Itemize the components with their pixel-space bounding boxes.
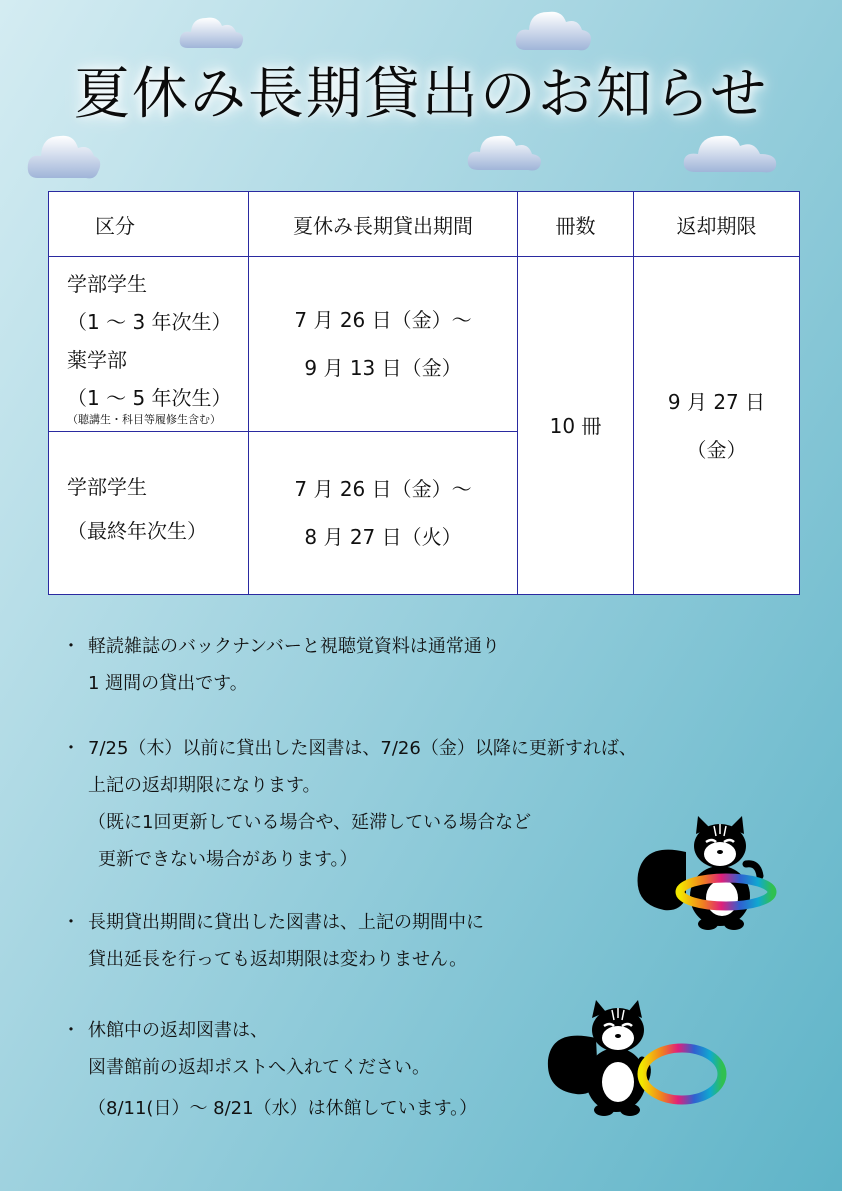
table-header-row [49,192,800,257]
due-date-cell [634,257,800,595]
category-line: 薬学部 [67,348,127,372]
table-header: 返却期限 [634,192,800,257]
bullet: ・ [62,738,80,759]
note-line: 更新できない場合があります。） [98,849,358,870]
note-line: 1 週間の貸出です。 [88,673,248,694]
category-line: 学部学生 [67,475,147,499]
note-line: 長期貸出期間に貸出した図書は、上記の期間中に [88,912,484,933]
table-header: 夏休み長期貸出期間 [249,192,518,257]
category-line: 学部学生 [67,272,147,296]
cloud-icon [176,8,246,56]
loan-schedule-table [48,191,800,595]
category-cell [49,432,249,595]
bullet: ・ [62,636,80,657]
note-item [62,904,682,978]
note-item [62,730,682,878]
cloud-icon [682,126,780,180]
bullet: ・ [62,912,80,933]
note-line: 軽読雑誌のバックナンバーと視聴覚資料は通常通り [88,636,500,657]
category-note: （聴講生・科目等履修生含む） [67,413,221,426]
period-line: 9 月 13 日（金） [304,356,462,380]
category-line: （1 ～ 5 年次生） [67,386,232,410]
due-date-line: 9 月 27 日 [667,389,766,414]
squirrel-hula-hoop-icon [546,998,734,1120]
note-line: 7/25（木）以前に貸出した図書は、7/26（金）以降に更新すれば、 [88,738,637,759]
category-line: （最終年次生） [67,519,207,543]
note-line: （既に1回更新している場合や、延滞している場合など [88,812,532,833]
category-cell [49,257,249,432]
note-line: 休館中の返却図書は、 [88,1020,268,1041]
note-line: 図書館前の返却ポストへ入れてください。 [88,1057,430,1078]
table-row [49,257,800,432]
cloud-icon [466,126,544,178]
period-cell [249,257,518,432]
period-line: 7 月 26 日（金）～ [294,477,472,501]
cloud-icon [26,124,102,186]
note-line: 上記の返却期限になります。 [88,775,321,796]
due-date-line: （金） [686,437,747,462]
table-header: 区分 [49,192,249,257]
note-line: 貸出延長を行っても返却期限は変わりません。 [88,949,468,970]
squirrel-hula-hoop-icon [634,812,780,936]
table-header: 冊数 [518,192,634,257]
period-cell [249,432,518,595]
note-line: （8/11(日）～ 8/21（水）は休館しています。） [88,1098,478,1119]
bullet: ・ [62,1020,80,1041]
note-item [62,628,682,702]
period-line: 8 月 27 日（火） [304,525,462,549]
count-cell: 10 冊 [518,257,634,595]
category-line: （1 ～ 3 年次生） [67,310,232,334]
period-line: 7 月 26 日（金）～ [294,308,472,332]
page-title: 夏休み長期貸出のお知らせ [73,62,769,127]
